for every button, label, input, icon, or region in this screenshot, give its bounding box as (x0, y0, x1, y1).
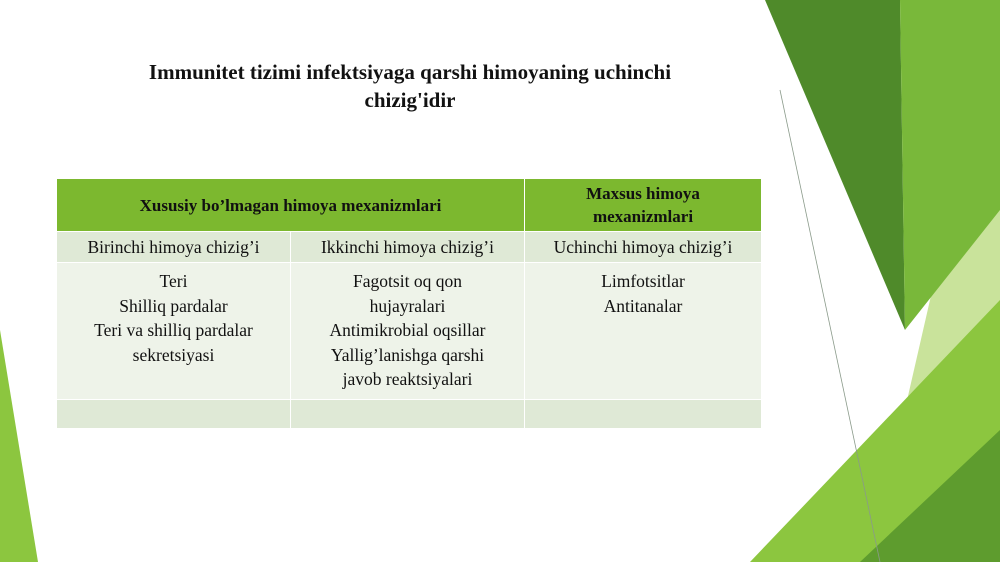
list-item: Teri (159, 271, 188, 291)
list-item: Teri va shilliq pardalar (94, 320, 253, 340)
table-header-row (57, 179, 762, 232)
list-item: Fagotsit oq qon (353, 271, 462, 291)
list-item: Limfotsitlar (601, 271, 685, 291)
slide-title (70, 58, 750, 114)
empty-cell (291, 400, 525, 429)
subheader-third-line: Uchinchi himoya chizig’i (525, 232, 762, 263)
list-item: Shilliq pardalar (119, 295, 228, 316)
header-specific-line-1: Maxsus himoya (586, 184, 700, 203)
cell-third-line-items (525, 263, 762, 400)
defense-mechanisms-table (56, 178, 762, 429)
header-specific-line-2: mexanizmlari (592, 207, 694, 226)
list-item: hujayralari (369, 295, 446, 316)
list-item: Antitanalar (603, 295, 683, 316)
table-empty-row (57, 400, 762, 429)
subheader-second-line: Ikkinchi himoya chizig’i (291, 232, 525, 263)
table-body-row (57, 263, 762, 400)
cell-second-line-items (291, 263, 525, 400)
list-item: javob reaktsiyalari (342, 369, 473, 389)
header-nonspecific: Xususiy bo’lmagan himoya mexanizmlari (57, 179, 525, 232)
list-item: Antimikrobial oqsillar (329, 320, 486, 340)
table-subheader-row (57, 232, 762, 263)
empty-cell (525, 400, 762, 429)
empty-cell (57, 400, 291, 429)
green-triangle-dark (765, 0, 905, 330)
list-item: sekretsiyasi (132, 344, 215, 365)
list-item: Yallig’lanishga qarshi (330, 344, 485, 365)
subheader-first-line: Birinchi himoya chizig’i (57, 232, 291, 263)
cell-first-line-items (57, 263, 291, 400)
title-line-1: Immunitet tizimi infektsiyaga qarshi himoyaning uchinchi (148, 60, 672, 84)
green-triangle-left (0, 330, 38, 562)
header-specific (525, 179, 762, 232)
title-line-2: chizig'idir (364, 88, 456, 112)
